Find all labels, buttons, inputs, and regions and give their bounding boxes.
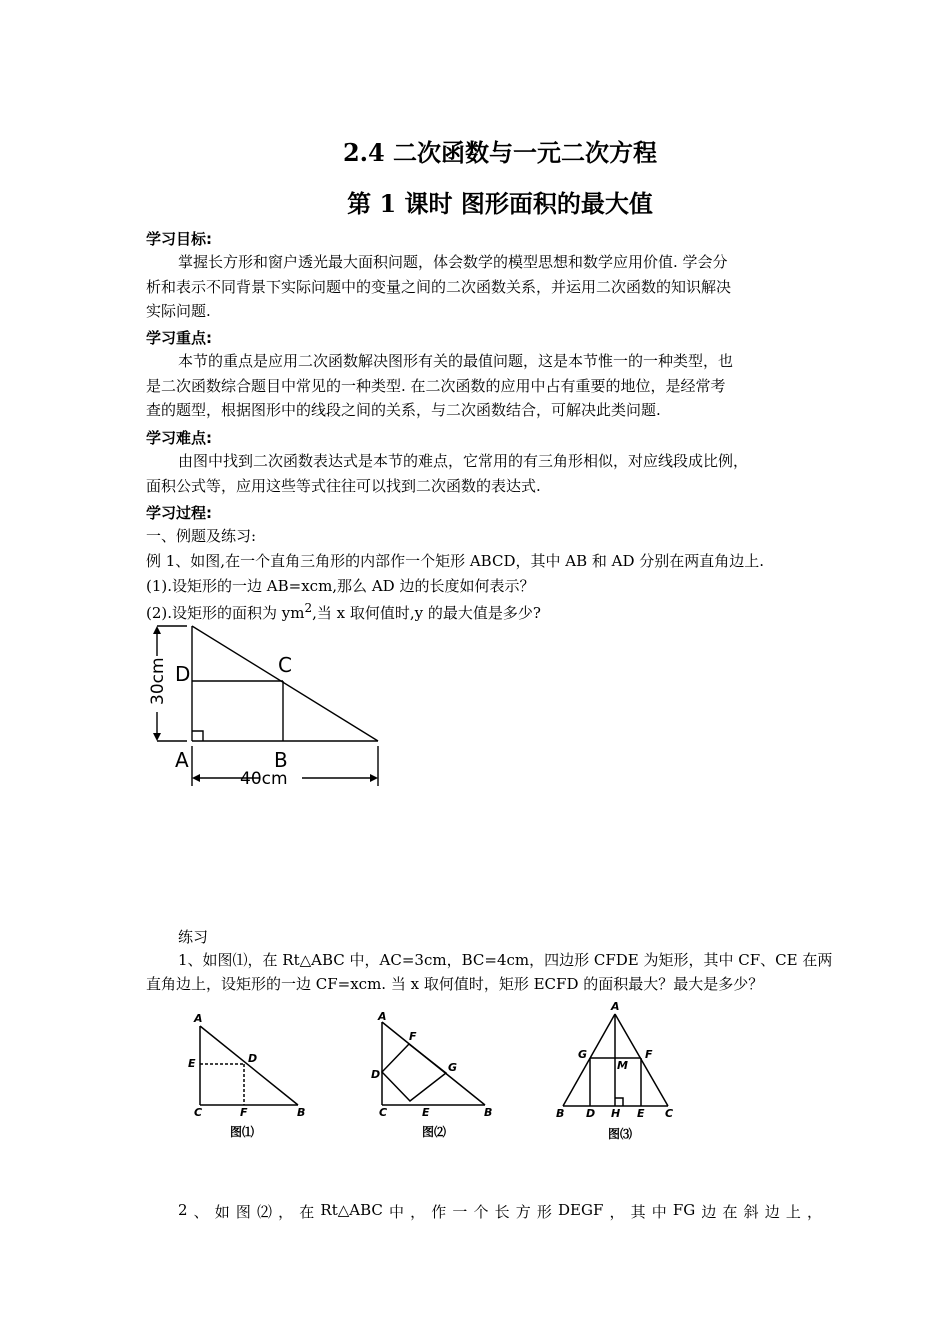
question-2-post: ,当 x 取何值时,y 的最大值是多少?	[312, 604, 541, 622]
f3-side-ab	[563, 1014, 615, 1106]
label-d: D	[175, 662, 191, 686]
f3-caption: 图⑶	[608, 1127, 633, 1141]
page-title: 2.4 二次函数与一元二次方程	[342, 138, 658, 167]
practice-2-word: 中	[388, 1203, 404, 1221]
f2-label-c: C	[379, 1106, 388, 1119]
f3-label-h: H	[611, 1107, 621, 1120]
objectives-text	[146, 250, 826, 324]
label-a: A	[175, 748, 189, 772]
practice-2-word: ，	[609, 1203, 625, 1221]
difficulties-line-1: 由图中找到二次函数表达式是本节的难点，它常用的有三角形相似，对应线段成比例，	[178, 452, 749, 470]
f3-label-e: E	[637, 1107, 645, 1120]
practice-2-line	[178, 1201, 822, 1222]
practice-heading: 练习	[178, 928, 209, 946]
f2-label-e: E	[422, 1106, 430, 1119]
practice-2-word: 中	[651, 1203, 667, 1221]
practice-2-word: 形	[536, 1203, 552, 1221]
practice-2-word: ，	[278, 1203, 294, 1221]
practice-2-word: 图	[235, 1203, 251, 1221]
arrow-right	[370, 774, 378, 782]
label-b: B	[274, 748, 288, 772]
height-label: 30cm	[148, 657, 168, 705]
f1-label-e: E	[188, 1057, 196, 1070]
right-angle-mark	[192, 731, 203, 741]
practice-1-line-2: 直角边上，设矩形的一边 CF=xcm. 当 x 取何值时，矩形 ECFD 的面积最大？最大是多少？	[146, 975, 764, 993]
practice-2-word: Rt△ABC	[320, 1201, 383, 1219]
arrow-up	[153, 626, 161, 634]
question-2-pre: (2).设矩形的面积为 ym	[146, 604, 305, 622]
f3-label-a: A	[611, 1000, 620, 1013]
practice-2-word: 长	[494, 1203, 510, 1221]
example1-figure	[140, 618, 400, 798]
key-points-line-3: 查的题型，根据图形中的线段之间的关系，与二次函数结合，可解决此类问题.	[146, 401, 661, 419]
f2-caption: 图⑵	[422, 1125, 447, 1139]
question-2-sup: 2	[304, 601, 313, 615]
question-1: (1).设矩形的一边 AB=xcm,那么 AD 边的长度如何表示？	[146, 577, 535, 595]
objectives-line-1: 掌握长方形和窗户透光最大面积问题，体会数学的模型思想和数学应用价值. 学会分	[178, 253, 728, 271]
practice-2-word: 在	[722, 1203, 738, 1221]
f1-label-c: C	[194, 1106, 203, 1119]
objectives-line-3: 实际问题.	[146, 302, 211, 320]
f2-label-a: A	[378, 1010, 387, 1023]
practice-2-word: 、	[193, 1203, 209, 1221]
f2-label-g: G	[448, 1061, 458, 1074]
f3-label-g: G	[578, 1048, 588, 1061]
practice-2-word: 其	[630, 1203, 646, 1221]
practice-2-word: 边	[764, 1203, 780, 1221]
f1-label-d: D	[248, 1052, 258, 1065]
practice-1-line-1: 1、如图⑴，在 Rt△ABC 中，AC=3cm，BC=4cm，四边形 CFDE 为矩形，其中 CF、CE 在两	[178, 951, 833, 969]
practice-2-word: 斜	[743, 1203, 759, 1221]
f3-label-b: B	[556, 1107, 565, 1120]
f2-label-d: D	[371, 1068, 381, 1081]
practice-2-word: ，	[410, 1203, 426, 1221]
key-points-line-2: 是二次函数综合题目中常见的一种类型. 在二次函数的应用中占有重要的地位，是经常考	[146, 376, 726, 395]
f2-rectangle	[382, 1044, 446, 1101]
f1-label-b: B	[297, 1106, 306, 1119]
objectives-line-2: 析和表示不同背景下实际问题中的变量之间的二次函数关系，并运用二次函数的知识解决	[146, 277, 732, 296]
section1-label: 一、例题及练习:	[146, 527, 257, 545]
arrow-down	[153, 733, 161, 741]
f3-label-m: M	[617, 1059, 628, 1072]
difficulties-heading: 学习难点:	[146, 429, 212, 447]
practice-2-word: 上	[785, 1203, 801, 1221]
practice-2-word: FG	[672, 1201, 696, 1219]
difficulties-line-2: 面积公式等，应用这些等式往往可以找到二次函数的表达式.	[146, 476, 541, 495]
f3-label-c: C	[665, 1107, 674, 1120]
f1-label-f: F	[240, 1106, 248, 1119]
arrow-left	[192, 774, 200, 782]
process-heading: 学习过程:	[146, 504, 212, 522]
page-subtitle: 第 1 课时 图形面积的最大值	[347, 189, 653, 218]
practice-2-word: 如	[214, 1203, 230, 1221]
label-c: C	[278, 653, 292, 677]
f1-label-a: A	[194, 1012, 203, 1025]
f1-hypotenuse	[200, 1026, 298, 1105]
f3-label-f: F	[645, 1048, 653, 1061]
objectives-heading: 学习目标:	[146, 230, 212, 248]
practice-2-word: 在	[299, 1203, 315, 1221]
example1-text: 例 1、如图,在一个直角三角形的内部作一个矩形 ABCD，其中 AB 和 AD 分别在两直角边上.	[146, 552, 765, 570]
f2-label-b: B	[484, 1106, 493, 1119]
key-points-text	[146, 349, 826, 423]
f3-label-d: D	[586, 1107, 596, 1120]
key-points-heading: 学习重点:	[146, 329, 212, 347]
difficulties-text	[146, 449, 836, 498]
practice-figures	[180, 1000, 720, 1150]
f2-label-f: F	[409, 1030, 417, 1043]
practice-2-word: ⑵	[257, 1203, 273, 1221]
practice-2-word: 一	[452, 1203, 468, 1221]
practice-2-word: DEGF	[557, 1201, 604, 1219]
f3-right-angle	[615, 1098, 623, 1106]
width-label: 40cm	[240, 769, 288, 789]
practice-2-word: ，	[806, 1203, 822, 1221]
practice-2-word: 边	[701, 1203, 717, 1221]
practice-2-word: 方	[515, 1203, 531, 1221]
f1-caption: 图⑴	[230, 1125, 255, 1139]
key-points-line-1: 本节的重点是应用二次函数解决图形有关的最值问题，这是本节惟一的一种类型，也	[178, 352, 734, 370]
practice-2-word: 个	[473, 1203, 489, 1221]
triangle-hypotenuse	[192, 626, 378, 741]
practice-2-word: 2	[178, 1201, 188, 1219]
practice-2-word: 作	[431, 1203, 447, 1221]
